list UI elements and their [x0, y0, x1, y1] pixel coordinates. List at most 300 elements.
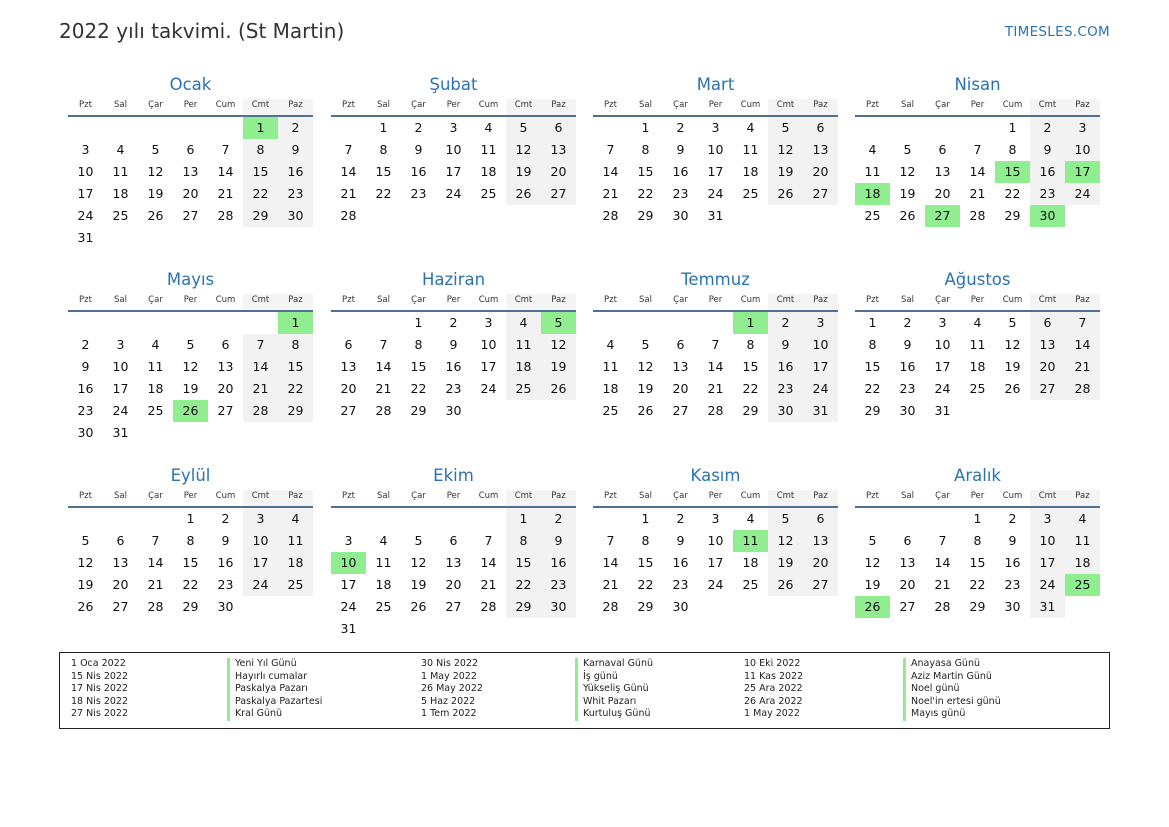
weekday-label: Pzt	[604, 100, 617, 110]
week-row	[68, 227, 313, 249]
holiday-date-column	[421, 658, 483, 721]
day-cell: 27	[112, 599, 129, 614]
holiday-name: Kral Günü	[227, 708, 322, 721]
day-cell: 14	[707, 359, 724, 374]
weekday-label: Cum	[740, 295, 761, 305]
weekday-header	[331, 99, 576, 117]
day-cell: 28	[602, 208, 619, 223]
weekday-header	[593, 294, 838, 312]
day-cell: 26	[410, 599, 427, 614]
month-11	[593, 465, 838, 618]
holiday-date: 5 Haz 2022	[421, 695, 476, 707]
day-cell: 19	[506, 161, 541, 183]
holiday-day-cell: 30	[1030, 205, 1065, 227]
weekday-label: Cmt	[506, 99, 541, 115]
day-cell: 12	[864, 555, 881, 570]
day-cell: 15	[506, 552, 541, 574]
day-cell: 15	[637, 164, 654, 179]
day-cell: 14	[602, 555, 619, 570]
day-cell: 24	[707, 577, 724, 592]
weekday-label: Cum	[740, 100, 761, 110]
holiday-name: Yeni Yıl Günü	[227, 658, 322, 671]
day-cell: 4	[973, 315, 982, 330]
day-cell: 9	[414, 142, 423, 157]
weekday-label: Cmt	[768, 99, 803, 115]
day-cell: 27	[217, 403, 234, 418]
day-cell: 13	[803, 139, 838, 161]
weekday-label: Pzt	[342, 100, 355, 110]
day-cell: 7	[606, 142, 615, 157]
empty-cell	[103, 508, 138, 530]
month-10	[331, 465, 576, 640]
day-cell: 6	[186, 142, 195, 157]
holiday-name: Yükseliş Günü	[575, 683, 653, 696]
day-cell: 4	[506, 312, 541, 334]
empty-cell	[506, 618, 541, 640]
day-cell: 2	[81, 337, 90, 352]
day-cell: 14	[969, 164, 986, 179]
day-cell: 2	[1030, 117, 1065, 139]
day-cell: 16	[541, 552, 576, 574]
day-cell: 11	[1065, 530, 1100, 552]
day-cell: 17	[803, 356, 838, 378]
day-cell: 14	[217, 164, 234, 179]
weekday-label: Cmt	[243, 294, 278, 310]
weekday-header	[68, 294, 313, 312]
empty-cell	[593, 312, 628, 334]
empty-cell	[855, 117, 890, 139]
empty-cell	[698, 596, 733, 618]
week-row	[331, 183, 576, 205]
day-cell: 14	[340, 164, 357, 179]
holiday-date: 27 Nis 2022	[71, 708, 128, 720]
weekday-header	[593, 490, 838, 508]
empty-cell	[890, 508, 925, 530]
weekday-header	[68, 99, 313, 117]
weekday-label: Sal	[377, 295, 390, 305]
day-cell: 4	[746, 120, 755, 135]
day-cell: 5	[768, 508, 803, 530]
holiday-name: Aziz Martin Günü	[903, 671, 1001, 684]
day-cell: 3	[116, 337, 125, 352]
weekday-label: Paz	[803, 490, 838, 506]
day-cell: 9	[449, 337, 458, 352]
day-cell: 24	[445, 186, 462, 201]
day-cell: 6	[344, 337, 353, 352]
day-cell: 20	[445, 577, 462, 592]
day-cell: 13	[934, 164, 951, 179]
day-cell: 2	[903, 315, 912, 330]
weekday-header	[855, 490, 1100, 508]
empty-cell	[768, 205, 803, 227]
day-cell: 8	[243, 139, 278, 161]
day-cell: 26	[147, 208, 164, 223]
day-cell: 4	[1065, 508, 1100, 530]
day-cell: 7	[484, 533, 493, 548]
day-cell: 12	[768, 530, 803, 552]
day-cell: 22	[278, 378, 313, 400]
empty-cell	[768, 596, 803, 618]
day-cell: 27	[340, 403, 357, 418]
day-cell: 24	[803, 378, 838, 400]
day-cell: 2	[768, 312, 803, 334]
week-row	[855, 161, 1100, 183]
day-cell: 24	[1065, 183, 1100, 205]
day-cell: 30	[899, 403, 916, 418]
day-cell: 27	[445, 599, 462, 614]
day-cell: 3	[711, 120, 720, 135]
day-cell: 11	[742, 142, 759, 157]
page-title: 2022 yılı takvimi. (St Martin)	[59, 19, 345, 43]
day-cell: 15	[375, 164, 392, 179]
weekday-label: Paz	[1065, 490, 1100, 506]
week-row	[68, 183, 313, 205]
day-cell: 28	[375, 403, 392, 418]
day-cell: 27	[899, 599, 916, 614]
day-cell: 22	[410, 381, 427, 396]
empty-cell	[890, 117, 925, 139]
week-row	[331, 161, 576, 183]
weekday-label: Paz	[1065, 99, 1100, 115]
day-cell: 31	[112, 425, 129, 440]
week-row	[331, 378, 576, 400]
day-cell: 29	[410, 403, 427, 418]
weekday-label: Cum	[215, 100, 236, 110]
day-cell: 8	[414, 337, 423, 352]
weekday-label: Per	[708, 491, 723, 501]
day-cell: 27	[672, 403, 689, 418]
day-cell: 9	[676, 142, 685, 157]
weekday-label: Sal	[639, 295, 652, 305]
holiday-day-cell: 1	[278, 312, 313, 334]
empty-cell	[138, 312, 173, 334]
day-cell: 19	[899, 186, 916, 201]
week-row	[855, 552, 1100, 574]
day-cell: 16	[278, 161, 313, 183]
holiday-date: 10 Eki 2022	[744, 658, 801, 669]
day-cell: 20	[541, 161, 576, 183]
week-row	[68, 139, 313, 161]
day-cell: 13	[112, 555, 129, 570]
holiday-date: 1 Tem 2022	[421, 708, 477, 720]
weekday-label: Sal	[639, 491, 652, 501]
day-cell: 19	[77, 577, 94, 592]
empty-cell	[855, 508, 890, 530]
day-cell: 23	[1030, 183, 1065, 205]
day-cell: 15	[410, 359, 427, 374]
day-cell: 25	[147, 403, 164, 418]
day-cell: 25	[278, 574, 313, 596]
empty-cell	[208, 117, 243, 139]
day-cell: 18	[147, 381, 164, 396]
day-cell: 2	[221, 511, 230, 526]
day-cell: 29	[506, 596, 541, 618]
month-name: Kasım	[690, 466, 741, 485]
weekday-label: Pzt	[866, 100, 879, 110]
holiday-name: Noel'in ertesi günü	[903, 696, 1001, 709]
week-row	[331, 312, 576, 334]
day-cell: 28	[602, 599, 619, 614]
month-8	[855, 269, 1100, 422]
weekday-label: Cum	[1002, 491, 1023, 501]
day-cell: 21	[934, 577, 951, 592]
day-cell: 29	[278, 400, 313, 422]
week-row	[331, 530, 576, 552]
month-name: Eylül	[170, 466, 211, 485]
day-cell: 7	[1065, 312, 1100, 334]
day-cell: 22	[1004, 186, 1021, 201]
week-row	[331, 117, 576, 139]
day-cell: 27	[182, 208, 199, 223]
holiday-date: 26 Ara 2022	[744, 695, 803, 707]
day-cell: 15	[742, 359, 759, 374]
day-cell: 31	[707, 208, 724, 223]
weekday-label: Pzt	[342, 491, 355, 501]
day-cell: 4	[484, 120, 493, 135]
day-cell: 27	[803, 183, 838, 205]
holiday-date-column	[71, 658, 128, 721]
weekday-label: Çar	[148, 100, 163, 110]
day-cell: 11	[969, 337, 986, 352]
weekday-label: Cmt	[1030, 490, 1065, 506]
empty-cell	[243, 422, 278, 444]
empty-cell	[331, 312, 366, 334]
day-cell: 26	[1004, 381, 1021, 396]
day-cell: 13	[1030, 334, 1065, 356]
day-cell: 14	[602, 164, 619, 179]
day-cell: 13	[217, 359, 234, 374]
day-cell: 25	[969, 381, 986, 396]
week-row	[68, 356, 313, 378]
holiday-name: Noel günü	[903, 683, 1001, 696]
week-row	[593, 334, 838, 356]
day-cell: 31	[340, 621, 357, 636]
day-cell: 2	[541, 508, 576, 530]
day-cell: 25	[742, 186, 759, 201]
empty-cell	[925, 117, 960, 139]
day-cell: 16	[672, 555, 689, 570]
day-cell: 11	[147, 359, 164, 374]
week-row	[331, 334, 576, 356]
day-cell: 22	[969, 577, 986, 592]
day-cell: 24	[112, 403, 129, 418]
day-cell: 30	[77, 425, 94, 440]
day-cell: 20	[672, 381, 689, 396]
day-cell: 10	[480, 337, 497, 352]
empty-cell	[138, 508, 173, 530]
day-cell: 11	[375, 555, 392, 570]
day-cell: 9	[541, 530, 576, 552]
day-cell: 21	[375, 381, 392, 396]
empty-cell	[803, 596, 838, 618]
empty-cell	[925, 508, 960, 530]
day-cell: 24	[480, 381, 497, 396]
day-cell: 15	[278, 356, 313, 378]
weekday-label: Cmt	[1030, 294, 1065, 310]
day-cell: 10	[707, 142, 724, 157]
week-row	[68, 574, 313, 596]
day-cell: 17	[707, 164, 724, 179]
empty-cell	[243, 596, 278, 618]
weekday-label: Pzt	[866, 295, 879, 305]
day-cell: 4	[606, 337, 615, 352]
day-cell: 17	[243, 552, 278, 574]
day-cell: 18	[278, 552, 313, 574]
day-cell: 17	[340, 577, 357, 592]
empty-cell	[208, 422, 243, 444]
holiday-day-cell: 18	[855, 183, 890, 205]
empty-cell	[1065, 400, 1100, 422]
holiday-day-cell: 11	[733, 530, 768, 552]
day-cell: 13	[445, 555, 462, 570]
day-cell: 14	[375, 359, 392, 374]
day-cell: 17	[707, 555, 724, 570]
holiday-day-cell: 27	[925, 205, 960, 227]
weekday-label: Çar	[411, 491, 426, 501]
weekday-label: Per	[970, 100, 985, 110]
week-row	[593, 205, 838, 227]
day-cell: 8	[868, 337, 877, 352]
empty-cell	[401, 205, 436, 227]
day-cell: 19	[768, 161, 803, 183]
week-row	[593, 530, 838, 552]
day-cell: 12	[637, 359, 654, 374]
day-cell: 25	[506, 378, 541, 400]
day-cell: 2	[676, 120, 685, 135]
weekday-label: Sal	[377, 100, 390, 110]
day-cell: 10	[1030, 530, 1065, 552]
day-cell: 20	[182, 186, 199, 201]
empty-cell	[541, 205, 576, 227]
empty-cell	[68, 508, 103, 530]
weekday-label: Per	[183, 295, 198, 305]
day-cell: 6	[221, 337, 230, 352]
day-cell: 30	[672, 208, 689, 223]
day-cell: 5	[641, 337, 650, 352]
day-cell: 23	[672, 577, 689, 592]
month-5	[68, 269, 313, 444]
site-link[interactable]: TIMESLES.COM	[1004, 24, 1110, 40]
day-cell: 23	[899, 381, 916, 396]
weekday-label: Çar	[148, 491, 163, 501]
week-row	[593, 378, 838, 400]
day-cell: 25	[480, 186, 497, 201]
empty-cell	[698, 312, 733, 334]
day-cell: 22	[637, 186, 654, 201]
day-cell: 23	[77, 403, 94, 418]
weekday-label: Per	[183, 100, 198, 110]
day-cell: 13	[899, 555, 916, 570]
weekday-label: Pzt	[604, 491, 617, 501]
day-cell: 28	[969, 208, 986, 223]
day-cell: 7	[151, 533, 160, 548]
empty-cell	[173, 422, 208, 444]
day-cell: 6	[1030, 312, 1065, 334]
week-row	[331, 574, 576, 596]
day-cell: 19	[541, 356, 576, 378]
holiday-date-column	[744, 658, 803, 721]
day-cell: 9	[903, 337, 912, 352]
empty-cell	[506, 205, 541, 227]
day-cell: 25	[864, 208, 881, 223]
holiday-date: 17 Nis 2022	[71, 683, 128, 695]
weekday-label: Cum	[478, 100, 499, 110]
weekday-label: Cum	[1002, 100, 1023, 110]
week-row	[855, 574, 1100, 596]
day-cell: 18	[602, 381, 619, 396]
week-row	[593, 596, 838, 618]
day-cell: 23	[768, 378, 803, 400]
week-row	[331, 139, 576, 161]
week-row	[855, 530, 1100, 552]
weekday-label: Cum	[478, 491, 499, 501]
weekday-label: Sal	[901, 295, 914, 305]
empty-cell	[331, 508, 366, 530]
empty-cell	[471, 205, 506, 227]
day-cell: 16	[768, 356, 803, 378]
day-cell: 6	[903, 533, 912, 548]
day-cell: 22	[864, 381, 881, 396]
week-row	[68, 400, 313, 422]
holiday-list	[59, 652, 1110, 729]
day-cell: 26	[768, 574, 803, 596]
day-cell: 11	[864, 164, 881, 179]
day-cell: 18	[742, 164, 759, 179]
weekday-label: Sal	[901, 100, 914, 110]
day-cell: 26	[768, 183, 803, 205]
empty-cell	[436, 618, 471, 640]
day-cell: 27	[803, 574, 838, 596]
week-row	[593, 356, 838, 378]
day-cell: 10	[934, 337, 951, 352]
week-row	[68, 530, 313, 552]
day-cell: 29	[637, 599, 654, 614]
day-cell: 18	[375, 577, 392, 592]
holiday-day-cell: 17	[1065, 161, 1100, 183]
month-6	[331, 269, 576, 422]
empty-cell	[103, 227, 138, 249]
week-row	[331, 356, 576, 378]
week-row	[855, 508, 1100, 530]
holiday-day-cell: 25	[1065, 574, 1100, 596]
day-cell: 26	[506, 183, 541, 205]
empty-cell	[366, 618, 401, 640]
day-cell: 19	[182, 381, 199, 396]
empty-cell	[541, 400, 576, 422]
holiday-day-cell: 26	[855, 596, 890, 618]
day-cell: 21	[602, 577, 619, 592]
day-cell: 8	[1008, 142, 1017, 157]
empty-cell	[960, 117, 995, 139]
day-cell: 18	[506, 356, 541, 378]
day-cell: 8	[278, 334, 313, 356]
weekday-label: Per	[970, 295, 985, 305]
day-cell: 31	[1030, 596, 1065, 618]
day-cell: 8	[641, 142, 650, 157]
empty-cell	[138, 227, 173, 249]
day-cell: 3	[449, 120, 458, 135]
weekday-header	[331, 294, 576, 312]
day-cell: 25	[112, 208, 129, 223]
weekday-header	[593, 99, 838, 117]
day-cell: 14	[1065, 334, 1100, 356]
weekday-label: Cmt	[243, 490, 278, 506]
day-cell: 10	[243, 530, 278, 552]
day-cell: 17	[934, 359, 951, 374]
day-cell: 18	[480, 164, 497, 179]
week-row	[68, 312, 313, 334]
month-name: Şubat	[429, 75, 478, 94]
